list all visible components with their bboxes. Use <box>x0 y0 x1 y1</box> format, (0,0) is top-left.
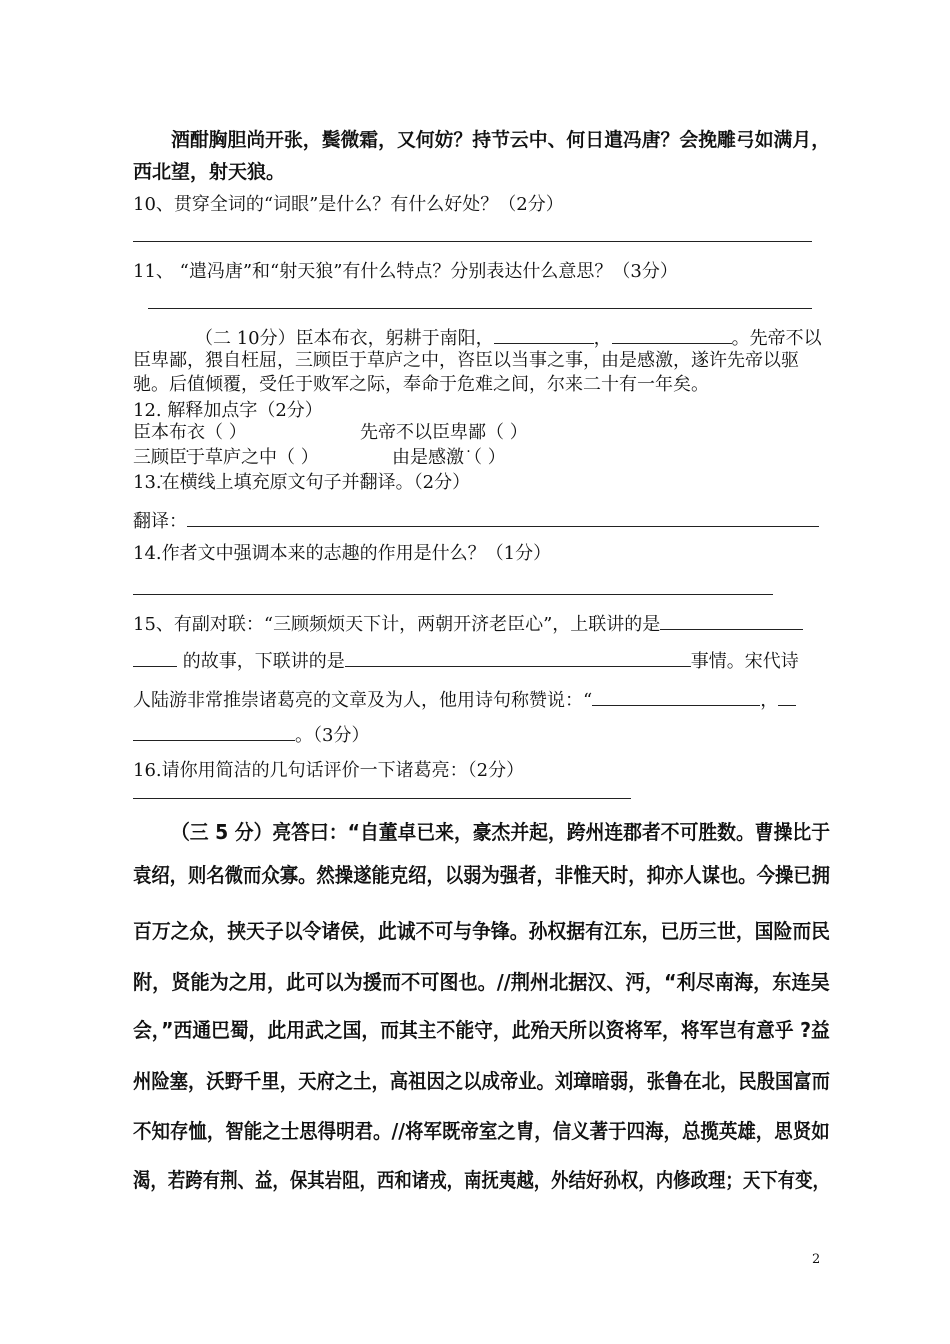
question-15-line-4: 。（3分） <box>133 722 369 748</box>
answer-line-q16[interactable] <box>133 798 631 799</box>
section2-line-3: 驰。后值倾覆，受任于败军之际，奉命于危难之间，尔来二十有一年矣。 <box>133 374 709 395</box>
blank-q15-e[interactable] <box>778 687 796 706</box>
q13-translation-label: 翻译： <box>133 511 187 532</box>
section3-line-4: 附，贤能为之用，此可以为援而不可图也。//荆州北据汉、沔，“利尽南海，东连吴 <box>133 970 830 994</box>
page-number: 2 <box>812 1252 821 1267</box>
section3-line-1: （三 5 分）亮答曰：“自董卓已来，豪杰并起，跨州连郡者不可胜数。曹操比于 <box>171 820 831 844</box>
question-15-line-1: 15、有副对联：“三顾频烦天下计，两朝开济老臣心”，上联讲的是 <box>133 611 803 637</box>
question-10: 10、贯穿全词的“词眼”是什么？有什么好处？（2分） <box>133 194 564 215</box>
section3-line-8: 渴，若跨有荆、益，保其岩阻，西和诸戎，南抚夷越，外结好孙权，内修政理；天下有变， <box>133 1168 830 1192</box>
question-11: 11、 “遣冯唐”和“射天狼”有什么特点？分别表达什么意思？（3分） <box>133 261 678 282</box>
question-12-title: 12. 解释加点字（2分） <box>133 400 323 421</box>
poem-line-1: 酒酣胸胆尚开张，鬓微霜，又何妨？持节云中、何日遣冯唐？会挽雕弓如满月， <box>171 129 831 151</box>
question-15-line-3: 人陆游非常推崇诸葛亮的文章及为人，他用诗句称赞说：“ ， <box>133 687 796 713</box>
blank-q15-f[interactable] <box>133 722 295 741</box>
question-14: 14.作者文中强调本来的志趣的作用是什么？（1分） <box>133 543 552 564</box>
section3-line-5: 会，”西通巴蜀，此用武之国，而其主不能守，此殆天所以资将军，将军岂有意乎 ?益 <box>133 1018 830 1042</box>
q12-item-4: 由是感激（ ） <box>392 447 506 468</box>
blank-q15-c[interactable] <box>345 648 691 667</box>
section2-line-1: （二 10分）臣本布衣，躬耕于南阳， ， 。先帝不以 <box>195 325 822 351</box>
section3-line-2: 袁绍，则名微而众寡。然操遂能克绍，以弱为强者，非惟天时，抑亦人谋也。今操已拥 <box>133 863 830 887</box>
question-16: 16.请你用简洁的几句话评价一下诸葛亮：（2分） <box>133 760 525 781</box>
poem-line-2: 西北望，射天狼。 <box>133 161 286 183</box>
q12-item-2: 先帝不以臣卑鄙（ ） <box>360 422 528 443</box>
q12-item-1: 臣本布衣（ ） <box>133 422 247 443</box>
section2-line-2: 臣卑鄙，猥自枉屈，三顾臣于草庐之中，咨臣以当事之事，由是感激，遂许先帝以驱 <box>133 350 799 371</box>
blank-1[interactable] <box>494 325 594 344</box>
blank-2[interactable] <box>612 325 732 344</box>
section3-line-7: 不知存恤，智能之士思得明君。//将军既帝室之胄，信义著于四海，总揽英雄，思贤如 <box>133 1119 830 1143</box>
blank-q15-d[interactable] <box>592 687 760 706</box>
section3-line-6: 州险塞，沃野千里，天府之土，高祖因之以成帝业。刘璋暗弱，张鲁在北，民殷国富而 <box>133 1069 830 1093</box>
section3-line-3: 百万之众，挟天子以令诸侯，此诚不可与争锋。孙权据有江东，已历三世，国险而民 <box>133 919 831 943</box>
blank-q15-a[interactable] <box>660 611 803 630</box>
question-13: 13.在横线上填充原文句子并翻译。（2分） <box>133 472 471 493</box>
question-15-line-2: 的故事，下联讲的是 事情。宋代诗 <box>133 648 799 674</box>
blank-q15-b[interactable] <box>133 648 177 667</box>
answer-line-q13[interactable] <box>187 526 819 527</box>
answer-line-q11[interactable] <box>148 308 812 309</box>
q12-item-3: 三顾臣于草庐之中（ ） <box>133 447 319 468</box>
answer-line-q14[interactable] <box>133 594 773 595</box>
answer-line-q10[interactable] <box>133 241 812 242</box>
